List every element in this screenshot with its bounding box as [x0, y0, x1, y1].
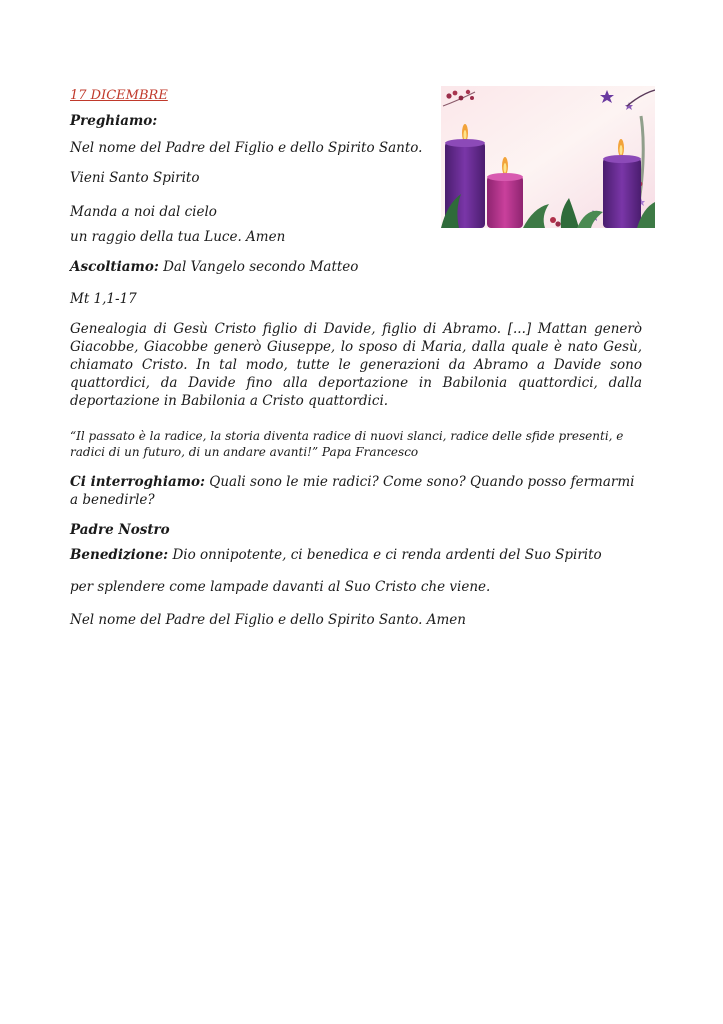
date-heading: 17 DICEMBRE [70, 88, 168, 103]
blessing-line-2: per splendere come lampade davanti al Suo Cristo che viene. [70, 579, 491, 595]
closing-line: Nel nome del Padre del Figlio e dello Spirito Santo. Amen [70, 612, 466, 628]
prayer-line-1: Nel nome del Padre del Figlio e dello Spirito Santo. [70, 140, 423, 156]
question-text: Quali sono le mie radici? Come sono? Quando posso fermarmi a benedirle? [70, 474, 635, 508]
prayer-line-4: un raggio della tua Luce. Amen [70, 229, 286, 245]
prayer-line-2: Vieni Santo Spirito [70, 170, 200, 186]
question-paragraph [70, 473, 645, 509]
prayer-label: Preghiamo: [70, 113, 158, 129]
candles-svg [441, 86, 655, 228]
gospel-reference: Mt 1,1-17 [70, 291, 137, 307]
advent-candles-illustration [441, 86, 655, 228]
pope-quote: “Il passato è la radice, la storia diventa radice di nuovi slanci, radice delle sfide presenti, e radici di un futuro, di un andare avanti!” Papa Francesco [70, 429, 624, 459]
our-father-heading: Padre Nostro [70, 522, 170, 538]
gospel-text: Genealogia di Gesù Cristo figlio di Davide, figlio di Abramo. [...] Mattan generò Giacobbe, Giacobbe generò Giuseppe, lo sposo di Maria, dalla quale è nato Gesù, chiamato Cristo. In tal modo, tutte le generazioni da Abramo a Davide sono quattordici, da Davide fino alla deportazione in Babilonia quattordici, dalla deportazione in Babilonia a Cristo quattordici. [70, 321, 642, 409]
blessing-text: Dio onnipotente, ci benedica e ci renda ardenti del Suo Spirito [168, 547, 602, 563]
blessing-label: Benedizione: [70, 547, 169, 563]
question-label: Ci interroghiamo: [70, 474, 205, 490]
listen-line [70, 258, 358, 277]
prayer-line-3: Manda a noi dal cielo [70, 204, 217, 220]
listen-text: Dal Vangelo secondo Matteo [158, 259, 359, 275]
listen-label: Ascoltiamo: [70, 259, 159, 275]
blessing-line [70, 546, 602, 565]
